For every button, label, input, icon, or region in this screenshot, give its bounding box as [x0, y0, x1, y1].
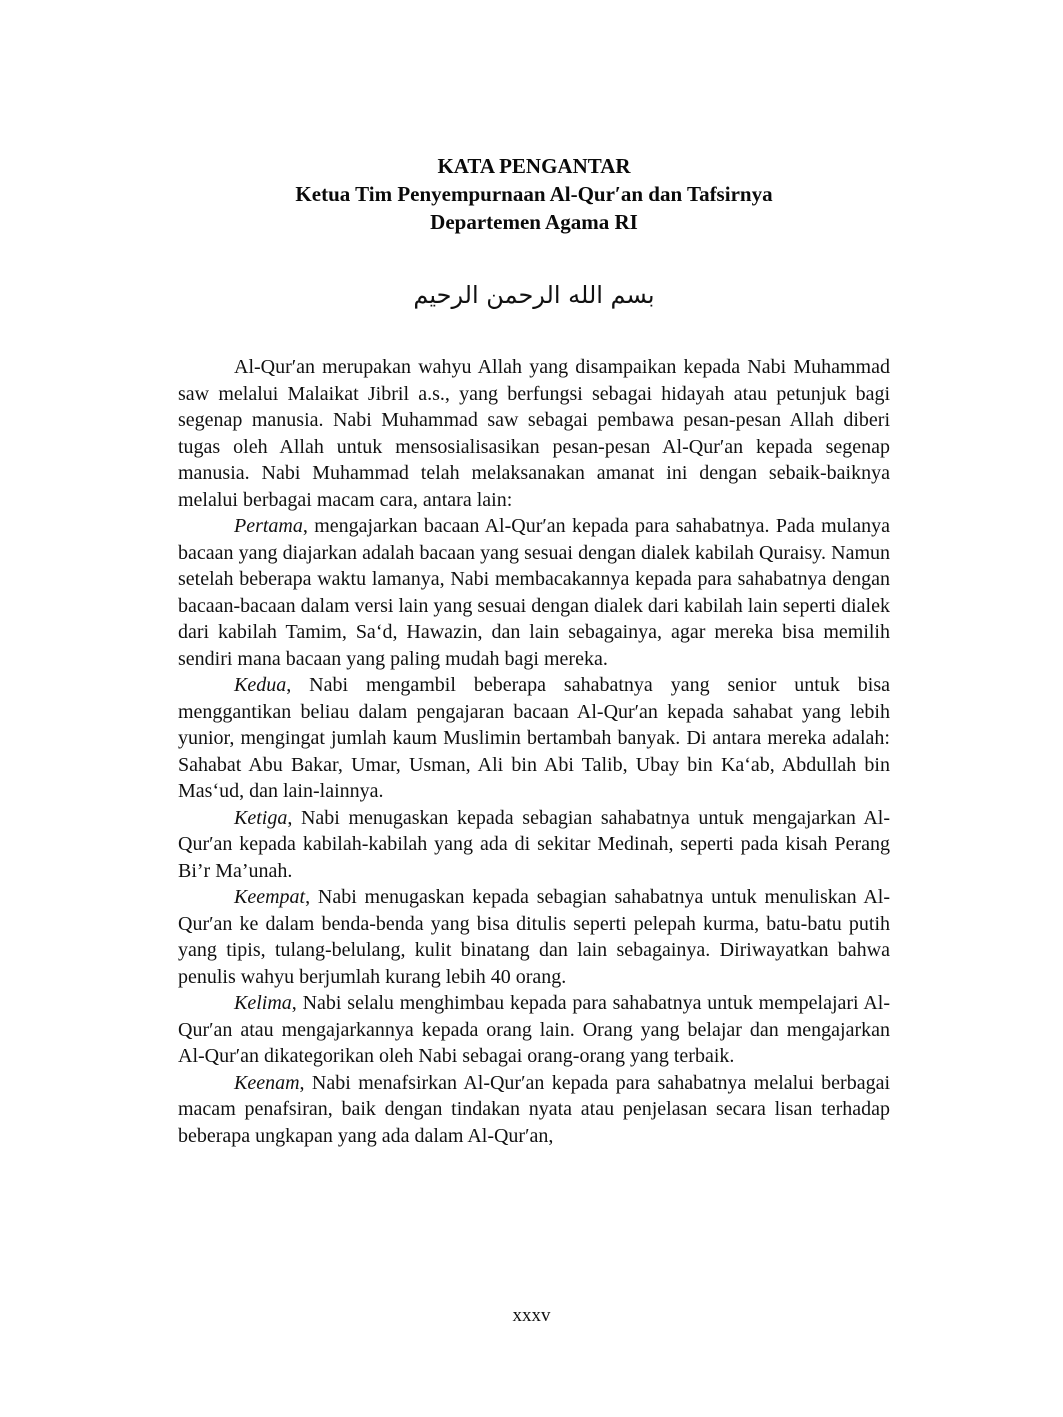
page-subtitle: Ketua Tim Penyempurnaan Al-Qur′an dan Tafsirnya [295, 182, 773, 206]
body-text [178, 354, 890, 1149]
paragraph [178, 672, 890, 805]
paragraph-lead: Kedua [234, 674, 287, 696]
paragraph-text: , Nabi mengambil beberapa sahabatnya yang senior untuk bisa menggantikan beliau dalam pengajaran bacaan Al-Qur′an kepada sahabat yang lebih yunior, mengingat jumlah kaum Muslimin bertambah banyak. Di antara mereka adalah: Sahabat Abu Bakar, Umar, Usman, Ali bin Abi Talib, Ubay bin Ka‘ab, Abdullah bin Mas‘ud, dan lain-lainnya. [178, 674, 890, 802]
paragraph-text: , Nabi menafsirkan Al-Qur′an kepada para sahabatnya melalui berbagai macam penafsiran, baik dengan tindakan nyata atau penjelasan secara lisan terhadap beberapa ungkapan yang ada dalam Al-Qur′an, [178, 1071, 890, 1147]
bismillah-text: بسم الله الرحمن الرحيم [413, 281, 655, 309]
paragraph [178, 1070, 890, 1150]
paragraph-text: , Nabi menugaskan kepada sebagian sahabatnya untuk menuliskan Al-Qur′an ke dalam benda-benda yang bisa ditulis seperti pelepah kurma, batu-batu putih yang tipis, tulang-belulang, kulit binatang dan lain sebagainya. Diriwayatkan bahwa penulis wahyu berjumlah kurang lebih 40 orang. [178, 886, 890, 988]
paragraph-lead: Pertama [234, 515, 303, 537]
page-content [178, 152, 890, 1149]
paragraph [178, 990, 890, 1070]
paragraph-lead: Kelima [234, 992, 292, 1014]
paragraph [178, 513, 890, 672]
paragraph-lead: Ketiga [234, 806, 288, 829]
paragraph-lead: Keempat [234, 886, 306, 908]
title-block [178, 152, 890, 236]
paragraph-text: , Nabi selalu menghimbau kepada para sahabatnya untuk mempelajari Al-Qur′an atau mengajarkannya kepada orang lain. Orang yang belajar dan mengajarkan Al-Qur′an dikategorikan oleh Nabi sebagai orang-orang yang terbaik. [178, 992, 890, 1067]
page-number: xxxv [512, 1305, 551, 1326]
page-subtitle-2: Departemen Agama RI [430, 210, 638, 234]
paragraph-text: , Nabi menugaskan kepada sebagian sahabatnya untuk mengajarkan Al-Qur′an kepada kabilah-kabilah yang ada di sekitar Medinah, seperti pada kisah Perang Bi’r Ma’unah. [178, 806, 890, 882]
paragraph [178, 884, 890, 990]
paragraph-text: , mengajarkan bacaan Al-Qur′an kepada para sahabatnya. Pada mulanya bacaan yang diajarkan adalah bacaan yang sesuai dengan dialek kabilah Quraisy. Namun setelah beberapa waktu lamanya, Nabi membacakannya kepada para sahabatnya dengan bacaan-bacaan dalam versi lain yang sesuai dengan dialek dari kabilah lain seperti dialek dari kabilah Tamim, Sa‘d, Hawazin, dan lain sebagainya, agar mereka bisa memilih sendiri mana bacaan yang paling mudah bagi mereka. [178, 515, 890, 670]
page-title: KATA PENGANTAR [437, 154, 631, 178]
paragraph [178, 805, 890, 885]
paragraph-lead: Keenam [234, 1071, 300, 1094]
paragraph-text: Al-Qur′an merupakan wahyu Allah yang disampaikan kepada Nabi Muhammad saw melalui Malaikat Jibril a.s., yang berfungsi sebagai hidayah atau petunjuk bagi segenap manusia. Nabi Muhammad saw sebagai pembawa pesan-pesan Allah diberi tugas oleh Allah untuk mensosialisasikan pesan-pesan Al-Qur′an kepada segenap manusia. Nabi Muhammad telah melaksanakan amanat ini dengan sebaik-baiknya melalui berbagai macam cara, antara lain: [178, 356, 890, 511]
paragraph [178, 354, 890, 513]
